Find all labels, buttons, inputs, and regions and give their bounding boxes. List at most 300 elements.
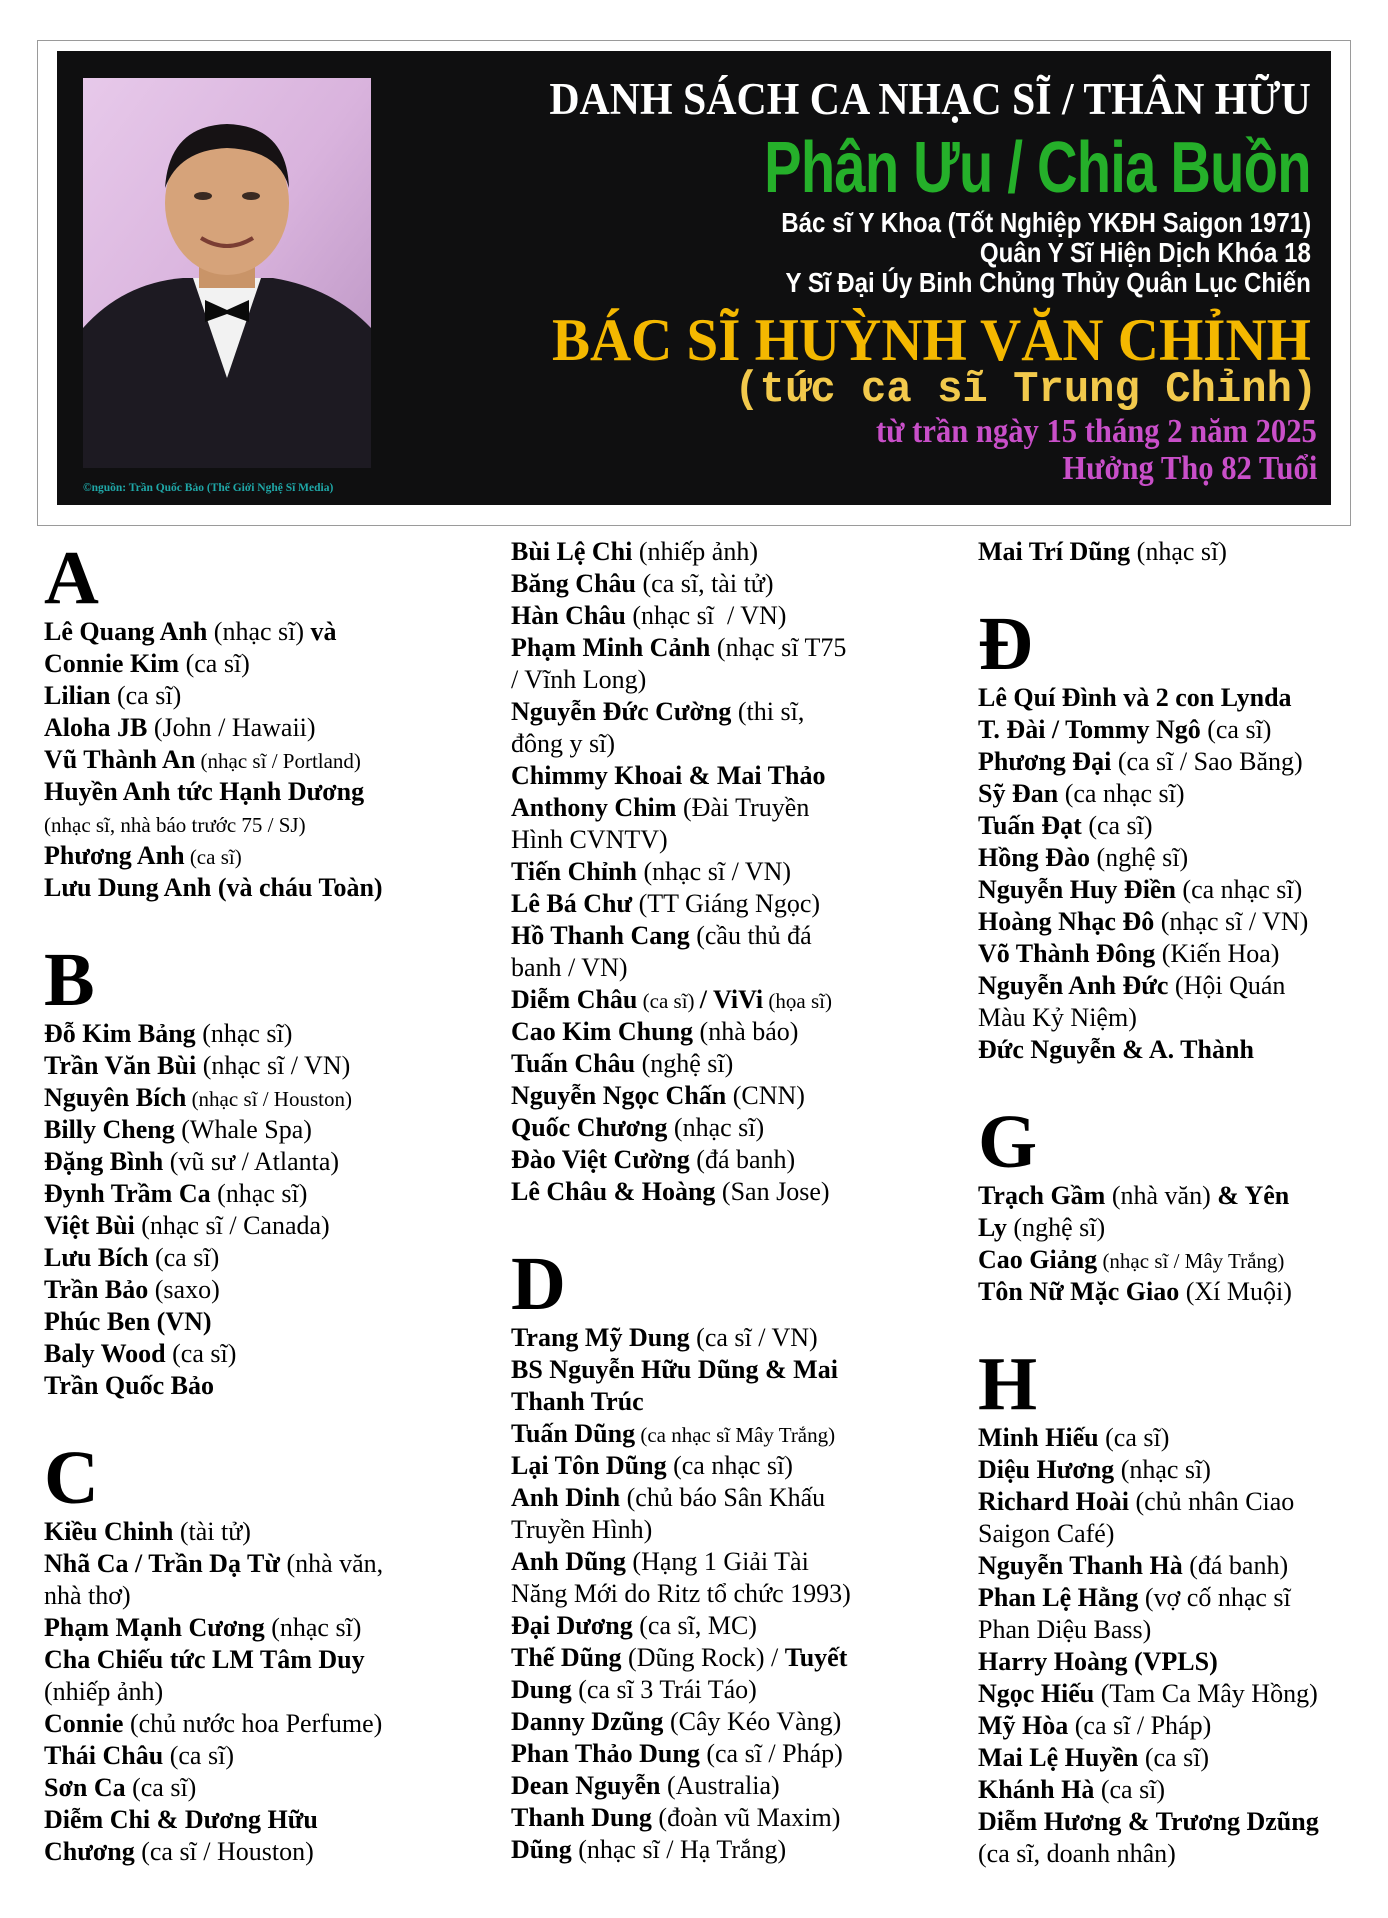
- list-item-line: [978, 1806, 1319, 1838]
- letter-section: [978, 536, 1319, 568]
- person-description: banh / VN): [511, 953, 628, 982]
- person-name: Trần Bảo: [44, 1275, 149, 1304]
- list-item-line: [978, 1002, 1319, 1034]
- age-at-passing: Hưởng Thọ 82 Tuổi: [1061, 450, 1317, 487]
- person-description: (ca sĩ): [1094, 1775, 1166, 1804]
- person-description: (ca sĩ, tài tử): [636, 569, 774, 598]
- person-name: Tuấn Đạt: [978, 811, 1082, 840]
- list-item-line: [511, 1674, 851, 1706]
- person-name: Việt Bùi: [44, 1211, 135, 1240]
- person-description: (Australia): [660, 1771, 780, 1800]
- section-letter-heading: Đ: [978, 602, 1033, 686]
- person-description: (nhạc sĩ): [667, 1113, 765, 1142]
- person-description: (Tam Ca Mây Hồng): [1094, 1679, 1318, 1708]
- list-item-line: [511, 1144, 851, 1176]
- person-description: (ca nhạc sĩ Mây Trắng): [635, 1423, 836, 1447]
- person-description: Năng Mới do Ritz tổ chức 1993): [511, 1579, 851, 1608]
- list-item-line: [44, 680, 383, 712]
- person-name: Thanh Trúc: [511, 1387, 644, 1416]
- list-item-line: [978, 1422, 1319, 1454]
- portrait-image: [83, 78, 371, 468]
- banner-subtitle: Phân Ưu / Chia Buồn: [764, 128, 1311, 208]
- list-item-line: [44, 872, 383, 904]
- list-item-line: [978, 714, 1319, 746]
- person-name: Lưu Dung Anh (và cháu Toàn): [44, 873, 383, 902]
- list-item-line: [511, 1482, 851, 1514]
- credential-line: Quân Y Sĩ Hiện Dịch Khóa 18: [980, 237, 1311, 268]
- person-description: (nhà văn,: [279, 1549, 384, 1578]
- person-description: (nhạc sĩ / Houston): [186, 1087, 352, 1111]
- person-description: / Vĩnh Long): [511, 665, 647, 694]
- letter-section: [44, 536, 383, 904]
- section-letter-heading: G: [978, 1100, 1038, 1184]
- person-description: (CNN): [726, 1081, 805, 1110]
- list-item-line: [44, 1306, 383, 1338]
- list-item-line: [511, 632, 851, 664]
- list-item-line: [511, 856, 851, 888]
- list-item-line: [511, 1642, 851, 1674]
- list-item-line: [511, 952, 851, 984]
- person-name: Connie: [44, 1709, 124, 1738]
- person-name: và: [310, 617, 337, 646]
- person-description: (ca sĩ, MC): [632, 1611, 757, 1640]
- person-description: (nhạc sĩ / VN): [636, 857, 792, 886]
- list-item-line: [511, 984, 851, 1016]
- list-item-line: [511, 1738, 851, 1770]
- person-description: (ca sĩ): [165, 1339, 237, 1368]
- person-name: T. Đài / Tommy Ngô: [978, 715, 1201, 744]
- person-name: Lưu Bích: [44, 1243, 149, 1272]
- list-item-line: [978, 1212, 1319, 1244]
- person-description: (chủ nhân Ciao: [1128, 1487, 1295, 1516]
- person-name: Trần Văn Bùi: [44, 1051, 197, 1080]
- person-description: (nhạc sĩ / VN): [625, 601, 787, 630]
- person-name: Phương Anh: [44, 841, 185, 870]
- person-name: Mỹ Hòa: [978, 1711, 1069, 1740]
- deceased-name: BÁC SĨ HUỲNH VĂN CHỈNH: [551, 307, 1311, 373]
- person-name: Quốc Chương: [511, 1113, 668, 1142]
- person-name: Lại Tôn Dũng: [511, 1451, 667, 1480]
- credential-line: Y Sĩ Đại Úy Binh Chủng Thủy Quân Lục Chiến: [785, 267, 1311, 298]
- list-item-line: [511, 1016, 851, 1048]
- person-description: (ca sĩ): [163, 1741, 234, 1770]
- list-item-line: [511, 600, 851, 632]
- person-name: Sỹ Đan: [978, 779, 1059, 808]
- list-item-line: [978, 1550, 1319, 1582]
- person-description: (Kiến Hoa): [1155, 939, 1280, 968]
- list-item-line: [44, 1740, 383, 1772]
- person-description: (ca sĩ): [125, 1773, 197, 1802]
- list-item-line: [978, 536, 1319, 568]
- list-item-line: [44, 712, 383, 744]
- person-description: (ca sĩ / Sao Băng): [1111, 747, 1303, 776]
- banner-title: DANH SÁCH CA NHẠC SĨ / THÂN HỮU: [549, 74, 1311, 124]
- list-item-line: [978, 1646, 1319, 1678]
- person-description: (đoàn vũ Maxim): [651, 1803, 841, 1832]
- person-name: Đỗ Kim Bảng: [44, 1019, 196, 1048]
- person-description: (vợ cố nhạc sĩ: [1138, 1583, 1291, 1612]
- person-description: Hình CVNTV): [511, 825, 668, 854]
- letter-section: [978, 602, 1319, 1066]
- person-name: Nguyễn Đức Cường: [511, 697, 732, 726]
- person-name: Connie Kim: [44, 649, 180, 678]
- list-item-line: [511, 1546, 851, 1578]
- person-description: (nhạc sĩ / Hạ Trắng): [571, 1835, 787, 1864]
- person-name: Ly: [978, 1213, 1007, 1242]
- person-name: Tiến Chỉnh: [511, 857, 637, 886]
- list-item-line: [511, 888, 851, 920]
- person-description: (ca sĩ): [179, 649, 250, 678]
- person-description: (nghệ sĩ): [1089, 843, 1189, 872]
- list-item-line: [511, 1610, 851, 1642]
- person-description: (nghệ sĩ): [1006, 1213, 1106, 1242]
- list-item-line: [978, 1614, 1319, 1646]
- person-description: (ca sĩ): [1200, 715, 1272, 744]
- name-column-3: [978, 536, 1319, 1870]
- credential-line: Bác sĩ Y Khoa (Tốt Nghiệp YKĐH Saigon 1971): [781, 207, 1311, 238]
- list-item-line: [511, 664, 851, 696]
- person-name: Tuấn Châu: [511, 1049, 636, 1078]
- person-description: (John / Hawaii): [147, 713, 316, 742]
- person-description: (cầu thủ đá: [689, 921, 812, 950]
- list-item-line: [978, 682, 1319, 714]
- person-description: (ca sĩ): [184, 845, 242, 869]
- list-item-line: [511, 696, 851, 728]
- person-description: (ca sĩ): [1098, 1423, 1170, 1452]
- list-item-line: [511, 1450, 851, 1482]
- person-name: Sơn Ca: [44, 1773, 126, 1802]
- list-item-line: [511, 536, 851, 568]
- person-description: (nhạc sĩ): [1130, 537, 1227, 566]
- person-description: (chủ báo Sân Khấu: [620, 1483, 826, 1512]
- person-description: (ca sĩ): [637, 989, 700, 1013]
- person-name: Diễm Hương & Trương Dzũng: [978, 1807, 1319, 1836]
- list-item-line: [44, 1050, 383, 1082]
- list-item-line: [511, 1770, 851, 1802]
- person-name: Lilian: [44, 681, 111, 710]
- list-item-line: [978, 874, 1319, 906]
- person-description: (đá banh): [689, 1145, 796, 1174]
- person-description: (ca nhạc sĩ): [1175, 875, 1303, 904]
- letter-section: [978, 1342, 1319, 1870]
- person-description: (tài tử): [173, 1517, 251, 1546]
- person-name: & Yên: [1217, 1181, 1290, 1210]
- letter-section: [44, 938, 383, 1402]
- person-description: (ca nhạc sĩ): [666, 1451, 793, 1480]
- person-name: Phạm Mạnh Cương: [44, 1613, 265, 1642]
- section-letter-heading: A: [44, 536, 99, 620]
- person-description: (ca sĩ 3 Trái Táo): [571, 1675, 757, 1704]
- section-letter-heading: D: [511, 1242, 566, 1326]
- list-item-line: [511, 1706, 851, 1738]
- list-item-line: [978, 810, 1319, 842]
- person-description: (Hội Quán: [1168, 971, 1286, 1000]
- list-item-line: [44, 648, 383, 680]
- person-description: (ca nhạc sĩ): [1058, 779, 1185, 808]
- list-item-line: [44, 1612, 383, 1644]
- person-description: (Cây Kéo Vàng): [663, 1707, 842, 1736]
- name-column-1: [44, 536, 384, 1868]
- deceased-alias: (tức ca sĩ Trung Chỉnh): [733, 365, 1317, 415]
- person-name: Phúc Ben (VN): [44, 1307, 212, 1336]
- name-column-2: [511, 536, 851, 1866]
- person-description: (Xí Muội): [1179, 1277, 1292, 1306]
- list-item-line: [978, 1774, 1319, 1806]
- list-item-line: [511, 1112, 851, 1144]
- list-item-line: [511, 1578, 851, 1610]
- person-description: (nhạc sĩ): [1114, 1455, 1211, 1484]
- person-name: Nguyễn Ngọc Chấn: [511, 1081, 727, 1110]
- list-item-line: [978, 1454, 1319, 1486]
- person-description: Phan Diệu Bass): [978, 1615, 1152, 1644]
- list-item-line: [511, 1322, 851, 1354]
- person-description: (nhạc sĩ / VN): [1154, 907, 1309, 936]
- portrait-photo: [83, 78, 371, 468]
- list-item-line: [978, 1486, 1319, 1518]
- person-name: Phương Đại: [978, 747, 1112, 776]
- list-item-line: [44, 840, 383, 872]
- person-description: (ca sĩ): [1138, 1743, 1210, 1772]
- person-name: Nhã Ca / Trần Dạ Từ: [44, 1549, 280, 1578]
- person-name: Anthony Chim: [511, 793, 677, 822]
- person-name: Minh Hiếu: [978, 1423, 1099, 1452]
- person-name: Thanh Dung: [511, 1803, 652, 1832]
- list-item-line: [44, 808, 383, 840]
- list-item-line: [44, 1338, 383, 1370]
- list-item-line: [44, 1082, 383, 1114]
- person-description: (ca sĩ / Houston): [134, 1837, 314, 1866]
- person-description: (saxo): [148, 1275, 220, 1304]
- person-name: BS Nguyễn Hữu Dũng & Mai: [511, 1355, 838, 1384]
- person-name: Hàn Châu: [511, 601, 626, 630]
- person-name: Nguyên Bích: [44, 1083, 187, 1112]
- person-description: (Đài Truyền: [676, 793, 810, 822]
- list-item-line: [511, 1048, 851, 1080]
- person-name: Huyền Anh tức Hạnh Dương: [44, 777, 365, 806]
- list-item-line: [44, 744, 383, 776]
- list-item-line: [978, 1518, 1319, 1550]
- list-item-line: [511, 1802, 851, 1834]
- person-description: (TT Giáng Ngọc): [632, 889, 821, 918]
- section-letter-heading: B: [44, 938, 95, 1022]
- person-name: Baly Wood: [44, 1339, 166, 1368]
- person-name: Cha Chiếu tức LM Tâm Duy: [44, 1645, 365, 1674]
- person-name: Dũng: [511, 1835, 572, 1864]
- person-name: Võ Thành Đông: [978, 939, 1156, 968]
- person-description: (nhạc sĩ / Portland): [195, 749, 361, 773]
- list-item-line: [44, 1178, 383, 1210]
- person-name: Hồ Thanh Cang: [511, 921, 690, 950]
- person-name: / ViVi: [699, 985, 764, 1014]
- person-name: Chương: [44, 1837, 135, 1866]
- person-description: (ca sĩ): [110, 681, 182, 710]
- person-description: (nhạc sĩ): [264, 1613, 362, 1642]
- person-name: Lê Bá Chư: [511, 889, 633, 918]
- person-name: Đức Nguyễn & A. Thành: [978, 1035, 1254, 1064]
- letter-section: [978, 1100, 1319, 1308]
- list-item-line: [978, 1034, 1319, 1066]
- person-name: Nguyễn Thanh Hà: [978, 1551, 1183, 1580]
- letter-section: [511, 536, 851, 1208]
- list-item-line: [511, 920, 851, 952]
- person-name: Băng Châu: [511, 569, 636, 598]
- list-item-line: [44, 616, 383, 648]
- memorial-banner: [57, 51, 1331, 505]
- person-description: (thi sĩ,: [731, 697, 805, 726]
- person-name: Dung: [511, 1675, 572, 1704]
- list-item-line: [978, 1276, 1319, 1308]
- person-description: (ca sĩ / VN): [689, 1323, 818, 1352]
- person-name: Diễm Châu: [511, 985, 638, 1014]
- person-description: (Dũng Rock) /: [621, 1643, 785, 1672]
- person-description: (nhạc sĩ T75: [710, 633, 847, 662]
- list-item-line: [511, 1176, 851, 1208]
- list-item-line: [44, 1836, 383, 1868]
- list-item-line: [511, 1514, 851, 1546]
- list-item-line: [978, 970, 1319, 1002]
- person-name: Hồng Đào: [978, 843, 1090, 872]
- list-item-line: [978, 1244, 1319, 1276]
- list-item-line: [978, 1678, 1319, 1710]
- person-name: Tuyết: [784, 1643, 848, 1672]
- person-description: (nghệ sĩ): [635, 1049, 734, 1078]
- list-item-line: [44, 1548, 383, 1580]
- person-description: (Hạng 1 Giải Tài: [625, 1547, 809, 1576]
- person-description: (nhạc sĩ / VN): [196, 1051, 351, 1080]
- person-description: (nhiếp ảnh): [632, 537, 758, 566]
- letter-section: [511, 1242, 851, 1866]
- list-item-line: [978, 1180, 1319, 1212]
- list-item-line: [978, 1710, 1319, 1742]
- person-description: Truyền Hình): [511, 1515, 653, 1544]
- person-name: Harry Hoàng (VPLS): [978, 1647, 1218, 1676]
- list-item-line: [44, 1676, 383, 1708]
- person-name: Nguyễn Huy Điền: [978, 875, 1176, 904]
- person-name: Đào Việt Cường: [511, 1145, 690, 1174]
- person-description: (nhạc sĩ): [207, 617, 311, 646]
- person-name: Anh Dinh: [511, 1483, 621, 1512]
- person-name: Phạm Minh Cảnh: [511, 633, 711, 662]
- list-item-line: [511, 1354, 851, 1386]
- list-item-line: [978, 842, 1319, 874]
- person-description: (vũ sư / Atlanta): [163, 1147, 340, 1176]
- person-name: Khánh Hà: [978, 1775, 1095, 1804]
- list-item-line: [978, 778, 1319, 810]
- person-name: Dean Nguyễn: [511, 1771, 661, 1800]
- list-item-line: [978, 1742, 1319, 1774]
- person-name: Diệu Hương: [978, 1455, 1115, 1484]
- list-item-line: [511, 824, 851, 856]
- person-name: Lê Quang Anh: [44, 617, 208, 646]
- letter-section: [44, 1436, 384, 1868]
- section-letter-heading: H: [978, 1342, 1038, 1426]
- person-name: Danny Dzũng: [511, 1707, 664, 1736]
- person-name: Đynh Trầm Ca: [44, 1179, 211, 1208]
- person-name: Thái Châu: [44, 1741, 164, 1770]
- list-item-line: [44, 1708, 383, 1740]
- person-name: Nguyễn Anh Đức: [978, 971, 1169, 1000]
- person-description: (chủ nước hoa Perfume): [123, 1709, 383, 1738]
- person-description: đông y sĩ): [511, 729, 615, 758]
- person-name: Diễm Chi & Dương Hữu: [44, 1805, 318, 1834]
- passing-date: từ trần ngày 15 tháng 2 năm 2025: [876, 413, 1317, 450]
- list-item-line: [511, 1834, 851, 1866]
- person-name: Tôn Nữ Mặc Giao: [978, 1277, 1180, 1306]
- list-item-line: [44, 1516, 383, 1548]
- person-description: (họa sĩ): [763, 989, 832, 1013]
- list-item-line: [511, 1386, 851, 1418]
- person-name: Bùi Lệ Chi: [511, 537, 633, 566]
- list-item-line: [44, 1580, 383, 1612]
- list-item-line: [511, 728, 851, 760]
- person-name: Cao Kim Chung: [511, 1017, 694, 1046]
- person-description: (nhạc sĩ / Canada): [134, 1211, 330, 1240]
- person-name: Phan Lệ Hằng: [978, 1583, 1139, 1612]
- photo-credit: ©nguồn: Trần Quốc Bảo (Thế Giới Nghệ Sĩ Media): [83, 482, 334, 494]
- list-item-line: [511, 760, 851, 792]
- list-item-line: [511, 792, 851, 824]
- person-name: Mai Lệ Huyền: [978, 1743, 1139, 1772]
- person-name: Cao Giảng: [978, 1245, 1098, 1274]
- list-item-line: [44, 1772, 383, 1804]
- list-item-line: [44, 1242, 383, 1274]
- person-name: Aloha JB: [44, 713, 148, 742]
- list-item-line: [44, 1210, 383, 1242]
- list-item-line: [978, 906, 1319, 938]
- list-item-line: [44, 776, 383, 808]
- person-name: Ngọc Hiếu: [978, 1679, 1095, 1708]
- person-name: Trang Mỹ Dung: [511, 1323, 690, 1352]
- person-name: Billy Cheng: [44, 1115, 175, 1144]
- person-name: Trạch Gầm: [978, 1181, 1106, 1210]
- person-name: Hoàng Nhạc Đô: [978, 907, 1155, 936]
- person-description: (San Jose): [715, 1177, 830, 1206]
- person-description: (nhạc sĩ, nhà báo trước 75 / SJ): [44, 813, 306, 837]
- list-item-line: [511, 1418, 851, 1450]
- person-description: Saigon Café): [978, 1519, 1115, 1548]
- list-item-line: [978, 746, 1319, 778]
- person-name: Thế Dũng: [511, 1643, 622, 1672]
- person-name: Kiều Chinh: [44, 1517, 174, 1546]
- person-description: (đá banh): [1182, 1551, 1289, 1580]
- person-name: Tuấn Dũng: [511, 1419, 636, 1448]
- person-description: (nhà văn): [1105, 1181, 1218, 1210]
- person-name: Lê Quí Đình và 2 con Lynda: [978, 683, 1292, 712]
- person-description: (nhiếp ảnh): [44, 1677, 164, 1706]
- list-item-line: [978, 1838, 1319, 1870]
- person-description: (nhạc sĩ): [195, 1019, 293, 1048]
- person-name: Trần Quốc Bảo: [44, 1371, 214, 1400]
- person-name: Đại Dương: [511, 1611, 633, 1640]
- list-item-line: [44, 1644, 383, 1676]
- person-description: (ca sĩ / Pháp): [1068, 1711, 1212, 1740]
- person-description: (nhà báo): [693, 1017, 799, 1046]
- list-item-line: [978, 1582, 1319, 1614]
- person-name: Richard Hoài: [978, 1487, 1129, 1516]
- person-description: nhà thơ): [44, 1581, 131, 1610]
- list-item-line: [44, 1018, 383, 1050]
- person-name: Vũ Thành An: [44, 745, 196, 774]
- person-description: (ca sĩ / Pháp): [699, 1739, 843, 1768]
- list-item-line: [44, 1274, 383, 1306]
- list-item-line: [511, 568, 851, 600]
- person-name: Anh Dũng: [511, 1547, 626, 1576]
- list-item-line: [511, 1080, 851, 1112]
- person-description: (ca sĩ): [1081, 811, 1153, 840]
- person-description: (nhạc sĩ / Mây Trắng): [1097, 1249, 1285, 1273]
- person-name: Mai Trí Dũng: [978, 537, 1131, 566]
- person-name: Đặng Bình: [44, 1147, 164, 1176]
